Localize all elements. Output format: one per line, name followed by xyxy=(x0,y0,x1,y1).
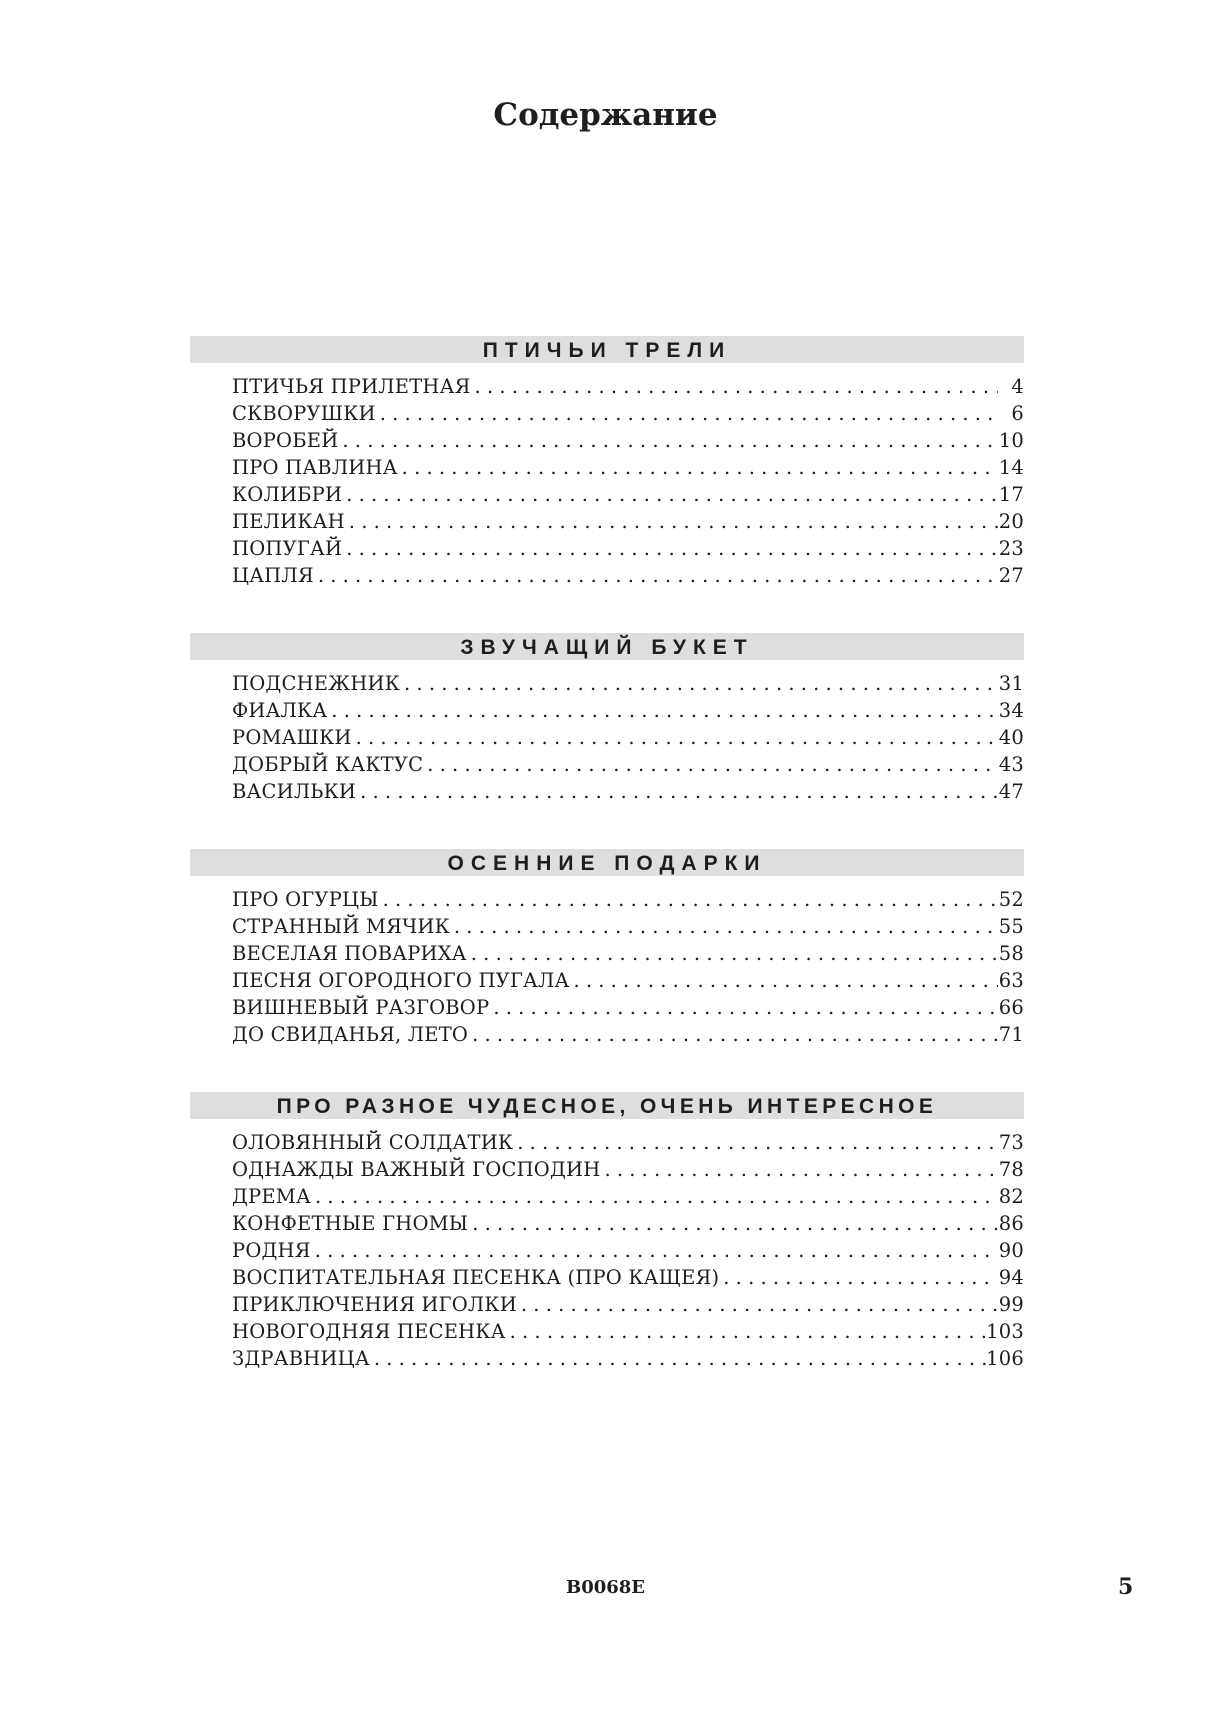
dot-leader xyxy=(352,724,998,751)
toc-entry[interactable] xyxy=(232,508,1024,535)
entry-title: ВЕСЕЛАЯ ПОВАРИХА xyxy=(232,942,467,965)
entry-page-number: 66 xyxy=(998,996,1024,1019)
entry-title: КОЛИБРИ xyxy=(232,483,343,506)
section-header: ПРО РАЗНОЕ ЧУДЕСНОЕ, ОЧЕНЬ ИНТЕРЕСНОЕ xyxy=(190,1092,1024,1119)
entry-page-number: 82 xyxy=(998,1185,1024,1208)
toc-entry[interactable] xyxy=(232,778,1024,805)
toc-entry[interactable] xyxy=(232,1237,1024,1264)
toc-entry[interactable] xyxy=(232,1183,1024,1210)
toc-entry[interactable] xyxy=(232,967,1024,994)
dot-leader xyxy=(314,562,998,589)
toc-entry[interactable] xyxy=(232,400,1024,427)
entry-title: ПЕСНЯ ОГОРОДНОГО ПУГАЛА xyxy=(232,969,570,992)
entry-page-number: 71 xyxy=(998,1023,1024,1046)
entry-page-number: 17 xyxy=(998,483,1024,506)
entry-page-number: 34 xyxy=(998,699,1024,722)
toc-entry[interactable] xyxy=(232,1291,1024,1318)
section-header: ЗВУЧАЩИЙ БУКЕТ xyxy=(190,633,1024,660)
entry-title: КОНФЕТНЫЕ ГНОМЫ xyxy=(232,1212,469,1235)
toc-entry[interactable] xyxy=(232,562,1024,589)
toc-entry[interactable] xyxy=(232,670,1024,697)
toc-entry[interactable] xyxy=(232,724,1024,751)
dot-leader xyxy=(400,670,998,697)
toc-section-sounding-bouquet xyxy=(190,633,1024,805)
dot-leader xyxy=(506,1318,987,1345)
toc-entry[interactable] xyxy=(232,481,1024,508)
toc-list xyxy=(190,1119,1024,1372)
entry-title: ВАСИЛЬКИ xyxy=(232,780,357,803)
toc-section-autumn-gifts xyxy=(190,849,1024,1048)
dot-leader xyxy=(423,751,998,778)
dot-leader xyxy=(450,913,998,940)
entry-title: ДО СВИДАНЬЯ, ЛЕТО xyxy=(232,1023,469,1046)
toc-section-various-wonders xyxy=(190,1092,1024,1372)
dot-leader xyxy=(489,994,998,1021)
entry-title: ПЕЛИКАН xyxy=(232,510,345,533)
entry-page-number: 103 xyxy=(986,1320,1024,1343)
entry-title: ВИШНЕВЫЙ РАЗГОВОР xyxy=(232,996,490,1019)
entry-page-number: 27 xyxy=(998,564,1024,587)
dot-leader xyxy=(342,535,998,562)
toc-entry[interactable] xyxy=(232,1210,1024,1237)
entry-page-number: 4 xyxy=(1011,375,1024,398)
toc-list xyxy=(190,363,1024,589)
dot-leader xyxy=(356,778,998,805)
dot-leader xyxy=(467,940,998,967)
entry-title: ПРО ПАВЛИНА xyxy=(232,456,398,479)
toc-entry[interactable] xyxy=(232,940,1024,967)
entry-title: СКВОРУШКИ xyxy=(232,402,376,425)
entry-title: ПОДСНЕЖНИК xyxy=(232,672,401,695)
entry-title: ПРО ОГУРЦЫ xyxy=(232,888,379,911)
toc-list xyxy=(190,876,1024,1048)
dot-leader xyxy=(327,697,998,724)
entry-title: ЦАПЛЯ xyxy=(232,564,314,587)
dot-leader xyxy=(719,1264,998,1291)
toc-list xyxy=(190,660,1024,805)
entry-page-number: 55 xyxy=(998,915,1024,938)
toc-entry[interactable] xyxy=(232,1264,1024,1291)
entry-page-number: 20 xyxy=(998,510,1024,533)
entry-title: НОВОГОДНЯЯ ПЕСЕНКА xyxy=(232,1320,506,1343)
entry-title: ВОРОБЕЙ xyxy=(232,429,339,452)
entry-page-number: 23 xyxy=(998,537,1024,560)
entry-title: ПТИЧЬЯ ПРИЛЕТНАЯ xyxy=(232,375,471,398)
toc-entry[interactable] xyxy=(232,1156,1024,1183)
dot-leader xyxy=(370,1345,986,1372)
toc-entry[interactable] xyxy=(232,535,1024,562)
toc-entry[interactable] xyxy=(232,751,1024,778)
dot-leader xyxy=(471,373,998,400)
dot-leader xyxy=(517,1291,998,1318)
entry-page-number: 99 xyxy=(998,1293,1024,1316)
entry-page-number: 14 xyxy=(998,456,1024,479)
entry-title: РОДНЯ xyxy=(232,1239,311,1262)
entry-title: СТРАННЫЙ МЯЧИК xyxy=(232,915,450,938)
dot-leader xyxy=(513,1129,998,1156)
toc-entry[interactable] xyxy=(232,427,1024,454)
entry-title: ВОСПИТАТЕЛЬНАЯ ПЕСЕНКА (ПРО КАЩЕЯ) xyxy=(232,1266,720,1289)
dot-leader xyxy=(338,427,998,454)
toc-entry[interactable] xyxy=(232,994,1024,1021)
entry-page-number: 106 xyxy=(986,1347,1024,1370)
entry-page-number: 31 xyxy=(998,672,1024,695)
toc-entry[interactable] xyxy=(232,913,1024,940)
entry-page-number: 90 xyxy=(998,1239,1024,1262)
toc-entry[interactable] xyxy=(232,886,1024,913)
toc-entry[interactable] xyxy=(232,1345,1024,1372)
dot-leader xyxy=(468,1210,998,1237)
entry-page-number: 6 xyxy=(1011,402,1024,425)
footer-print-code: B0068E xyxy=(565,1577,646,1598)
entry-title: ДОБРЫЙ КАКТУС xyxy=(232,753,424,776)
toc-entry[interactable] xyxy=(232,1129,1024,1156)
entry-page-number: 94 xyxy=(998,1266,1024,1289)
dot-leader xyxy=(468,1021,998,1048)
section-header: ПТИЧЬИ ТРЕЛИ xyxy=(190,336,1024,363)
entry-page-number: 52 xyxy=(998,888,1024,911)
toc-entry[interactable] xyxy=(232,1318,1024,1345)
entry-title: РОМАШКИ xyxy=(232,726,352,749)
dot-leader xyxy=(311,1183,998,1210)
dot-leader xyxy=(379,886,998,913)
entry-title: ОЛОВЯННЫЙ СОЛДАТИК xyxy=(232,1131,514,1154)
toc-entry[interactable] xyxy=(232,373,1024,400)
entry-title: ЗДРАВНИЦА xyxy=(232,1347,370,1370)
toc-entry[interactable] xyxy=(232,454,1024,481)
section-header: ОСЕННИЕ ПОДАРКИ xyxy=(190,849,1024,876)
footer-page-number: 5 xyxy=(1118,1574,1134,1600)
entry-title: ФИАЛКА xyxy=(232,699,328,722)
entry-title: ДРЕМА xyxy=(232,1185,311,1208)
entry-page-number: 10 xyxy=(998,429,1024,452)
dot-leader xyxy=(398,454,998,481)
entry-page-number: 63 xyxy=(998,969,1024,992)
dot-leader xyxy=(569,967,998,994)
page-title: Содержание xyxy=(493,97,718,133)
entry-page-number: 58 xyxy=(998,942,1024,965)
toc-entry[interactable] xyxy=(232,697,1024,724)
entry-page-number: 73 xyxy=(998,1131,1024,1154)
dot-leader xyxy=(311,1237,998,1264)
entry-page-number: 43 xyxy=(998,753,1024,776)
toc-section-bird-trills xyxy=(190,336,1024,589)
entry-page-number: 40 xyxy=(998,726,1024,749)
dot-leader xyxy=(345,508,998,535)
dot-leader xyxy=(342,481,998,508)
entry-page-number: 47 xyxy=(998,780,1024,803)
dot-leader xyxy=(376,400,998,427)
entry-page-number: 78 xyxy=(998,1158,1024,1181)
dot-leader xyxy=(600,1156,998,1183)
entry-title: ОДНАЖДЫ ВАЖНЫЙ ГОСПОДИН xyxy=(232,1158,601,1181)
entry-title: ПОПУГАЙ xyxy=(232,537,343,560)
entry-page-number: 86 xyxy=(998,1212,1024,1235)
entry-title: ПРИКЛЮЧЕНИЯ ИГОЛКИ xyxy=(232,1293,517,1316)
toc-entry[interactable] xyxy=(232,1021,1024,1048)
